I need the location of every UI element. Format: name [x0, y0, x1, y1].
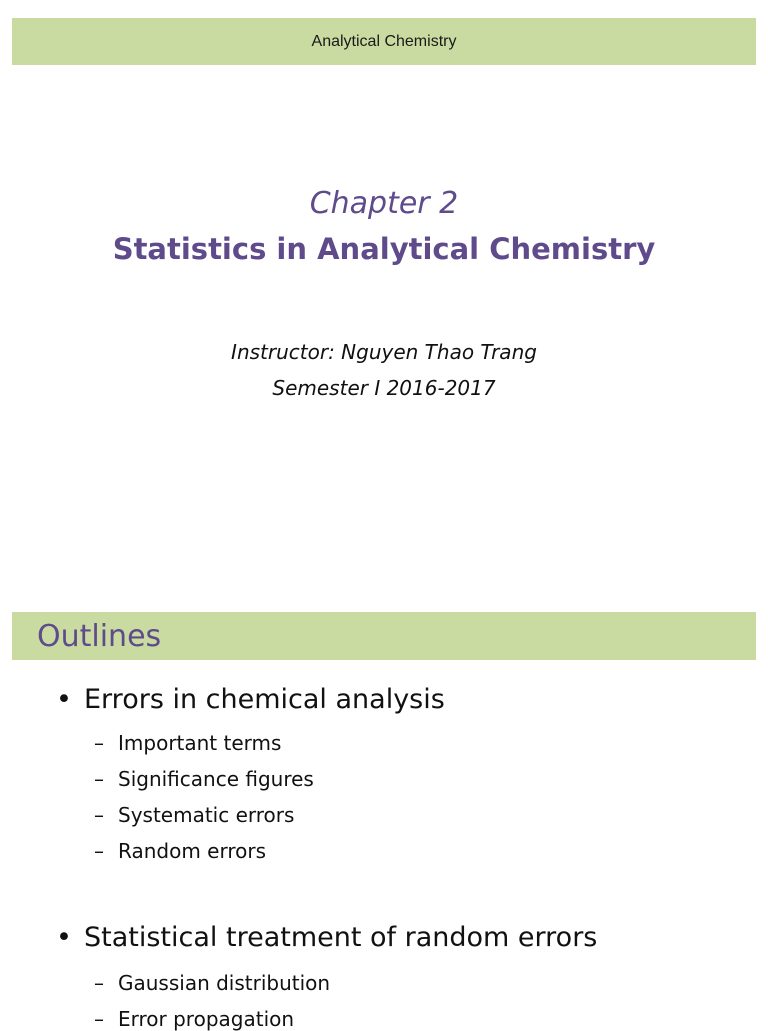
list-item-label: Error propagation [118, 1007, 295, 1031]
chapter-label: Chapter 2 [309, 186, 459, 221]
slide-title: Statistics in Analytical Chemistry [112, 232, 656, 266]
instructor-line: Instructor: Nguyen Thao Trang [231, 340, 537, 364]
header-bar [12, 18, 756, 65]
list-item-label: Significance figures [118, 767, 314, 791]
dash-icon: – [94, 839, 104, 863]
list-item-label: Gaussian distribution [118, 971, 331, 995]
list-item [94, 731, 281, 755]
bullet-icon: • [56, 684, 72, 715]
dash-icon: – [94, 731, 104, 755]
dash-icon: – [94, 1007, 104, 1031]
list-item [94, 767, 314, 791]
outline-title-bar [12, 612, 756, 660]
list-item-label: Systematic errors [118, 803, 295, 827]
section-label: Errors in chemical analysis [84, 684, 445, 715]
dash-icon: – [94, 971, 104, 995]
list-item-label: Random errors [118, 839, 266, 863]
list-item-label: Important terms [118, 731, 282, 755]
outline-title: Outlines [37, 619, 162, 654]
section-label: Statistical treatment of random errors [84, 922, 598, 953]
list-item [94, 839, 266, 863]
bullet-icon: • [56, 922, 72, 953]
semester-line: Semester I 2016-2017 [272, 376, 496, 400]
list-item [94, 971, 330, 995]
section-item-statistics [56, 922, 597, 953]
dash-icon: – [94, 803, 104, 827]
slide-divider [0, 590, 768, 612]
header-text: Analytical Chemistry [311, 33, 457, 50]
list-item [94, 1007, 294, 1031]
list-item [94, 803, 294, 827]
dash-icon: – [94, 767, 104, 791]
section-item-errors [56, 684, 445, 715]
